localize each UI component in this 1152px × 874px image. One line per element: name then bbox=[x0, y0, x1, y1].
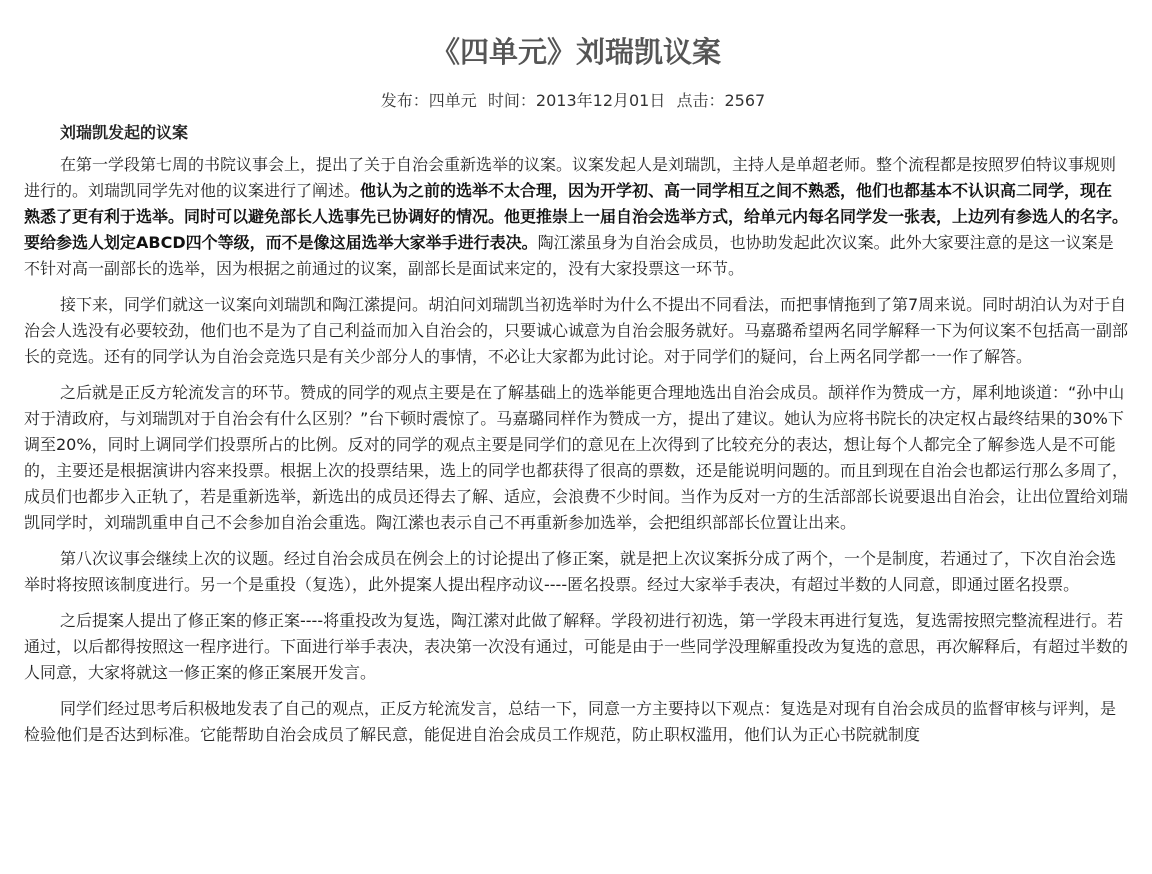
article-subheading: 刘瑞凯发起的议案 bbox=[60, 123, 189, 142]
time-info bbox=[488, 91, 665, 110]
paragraph-6: 同学们经过思考后积极地发表了自己的观点，正反方轮流发言，总结一下，同意一方主要持以下观点：复选是对现有自治会成员的监督审核与评判，是检验他们是否达到标准。它能帮助自治会成员了解民意，能促进自治会成员工作规范，防止职权滥用，他们认为正心书院就制度 bbox=[24, 699, 1117, 744]
article-body bbox=[24, 120, 1128, 748]
paragraph-1-rest: 陶江潆虽身为自治会成员，也协助发起此次议案。此外大家要注意的是这一议案是不针对高一副部长的选举，因为根据之前通过的议案，副部长是面试来定的，没有大家投票这一环节。 bbox=[24, 233, 1114, 278]
time-value: 2013年12月01日 bbox=[535, 91, 666, 110]
paragraph-5: 之后提案人提出了修正案的修正案----将重投改为复选，陶江潆对此做了解释。学段初进行初选，第一学段末再进行复选，复选需按照完整流程进行。若通过，以后都得按照这一程序进行。下面进行举手表决，表决第一次没有通过，可能是由于一些同学没理解重投改为复选的意思，再次解释后，有超过半数的人同意，大家将就这一修正案的修正案展开发言。 bbox=[24, 611, 1129, 682]
time-label: 时间： bbox=[487, 91, 536, 110]
paragraph-3: 之后就是正反方轮流发言的环节。赞成的同学的观点主要是在了解基础上的选举能更合理地选出自治会成员。颉祥作为赞成一方，犀利地谈道：“孙中山对于清政府，与刘瑞凯对于自治会有什么区别？”台下顿时震惊了。马嘉璐同样作为赞成一方，提出了建议。她认为应将书院长的决定权占最终结果的30%下调至20%，同时上调同学们投票所占的比例。反对的同学的观点主要是同学们的意见在上次得到了比较充分的表达，想让每个人都完全了解参选人是不可能的，主要还是根据演讲内容来投票。根据上次的投票结果，选上的同学也都获得了很高的票数，还是能说明问题的。而且到现在自治会也都运行那么多周了，成员们也都步入正轨了，若是重新选举，新选出的成员还得去了解、适应，会浪费不少时间。当作为反对一方的生活部部长说要退出自治会，让出位置给刘瑞凯同学时，刘瑞凯重申自己不会参加自治会重选。陶江潆也表示自己不再重新参加选举，会把组织部部长位置让出来。 bbox=[24, 383, 1129, 532]
paragraph-2: 接下来，同学们就这一议案向刘瑞凯和陶江潆提问。胡泊问刘瑞凯当初选举时为什么不提出不同看法，而把事情拖到了第7周来说。同时胡泊认为对于自治会人选没有必要较劲，他们也不是为了自己利益而加入自治会的，只要诚心诚意为自治会服务就好。马嘉璐希望两名同学解释一下为何议案不包括高一副部长的竞选。还有的同学认为自治会竞选只是有关少部分人的事情，不必让大家都为此讨论。对于同学们的疑问，台上两名同学都一一作了解答。 bbox=[24, 295, 1129, 366]
paragraph-4: 第八次议事会继续上次的议题。经过自治会成员在例会上的讨论提出了修正案，就是把上次议案拆分成了两个，一个是制度，若通过了，下次自治会选举时将按照该制度进行。另一个是重投（复选），此外提案人提出程序动议----匿名投票。经过大家举手表决，有超过半数的人同意，即通过匿名投票。 bbox=[24, 549, 1117, 594]
paragraph-1-bold: 他认为之前的选举不太合理，因为开学初、高一同学相互之间不熟悉，他们也都基本不认识高二同学，现在熟悉了更有利于选举。同时可以避免部长人选事先已协调好的情况。他更推崇上一届自治会选举方式，给单元内每名同学发一张表，上边列有参选人的名字。要给参选人划定ABCD四个等级，而不是像这届选举大家举手进行表决。 bbox=[24, 181, 1129, 252]
publisher-info bbox=[381, 91, 477, 110]
clicks-info bbox=[676, 91, 765, 110]
paragraph-1 bbox=[24, 152, 1128, 282]
article-title: 《四单元》刘瑞凯议案 bbox=[430, 35, 721, 69]
publisher-value: 四单元 bbox=[428, 91, 477, 110]
paragraph-1-intro: 在第一学段第七周的书院议事会上，提出了关于自治会重新选举的议案。议案发起人是刘瑞凯，主持人是单超老师。整个流程都是按照罗伯特议事规则进行的。刘瑞凯同学先对他的议案进行了阐述。 bbox=[24, 155, 1117, 200]
article-meta bbox=[24, 90, 1128, 112]
clicks-label: 点击： bbox=[676, 91, 725, 110]
publisher-label: 发布： bbox=[380, 91, 429, 110]
article-page bbox=[24, 0, 1128, 748]
clicks-value: 2567 bbox=[724, 91, 766, 110]
